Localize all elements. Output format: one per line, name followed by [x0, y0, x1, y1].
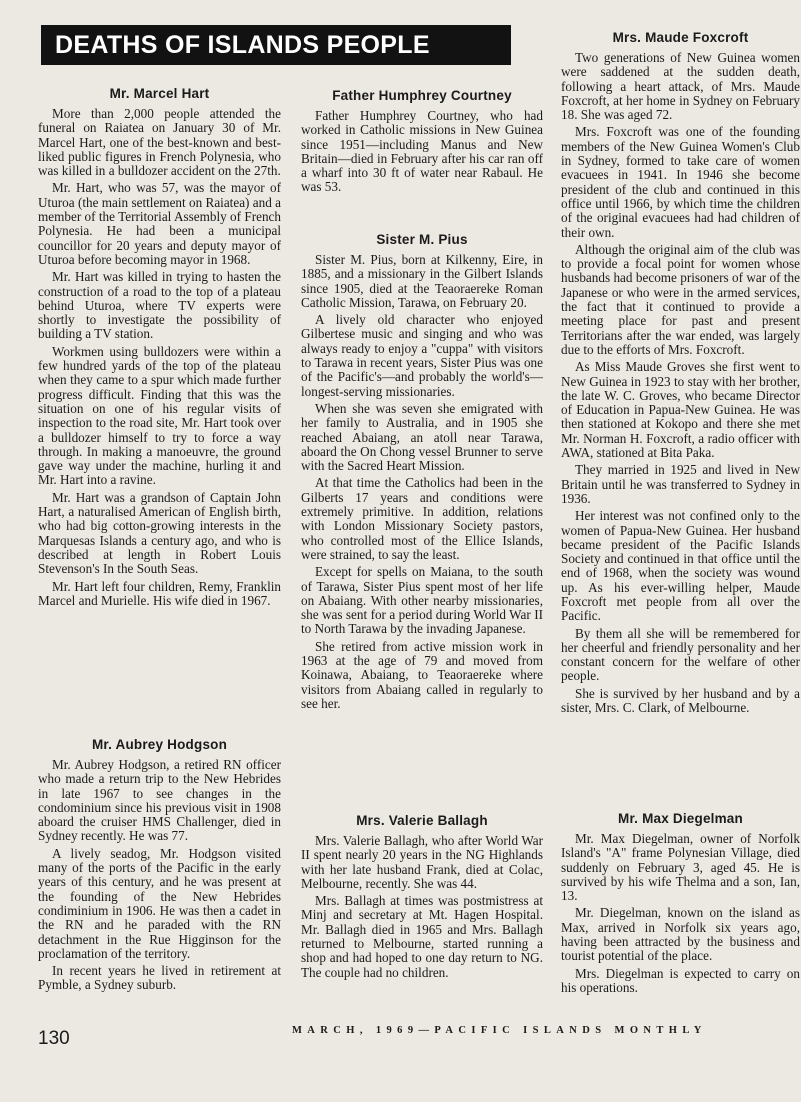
- article-paragraph: Mrs. Diegelman is expected to carry on his operations.: [561, 965, 800, 995]
- article-paragraph: Sister M. Pius, born at Kilkenny, Eire, in 1885, and a missionary in the Gilbert Islands since 1905, died at the Teaoraereke Roman Catholic Mission, Tarawa, on February 20.: [301, 252, 543, 310]
- article-paragraph: Mr. Diegelman, known on the island as Max, arrived in Norfolk six years ago, having been attracted by the business and tourist potential of the place.: [561, 905, 800, 964]
- article-heading: Mrs. Valerie Ballagh: [356, 813, 488, 828]
- article-paragraph: Although the original aim of the club was to provide a focal point for women whose husbands had become prisoners of war of the Japanese or who were in the armed services, the fact that it continued to provide a meeting place for past and present Territorians after the war ended, was largely due to the efforts of Mrs. Foxcroft.: [561, 241, 800, 357]
- article-paragraph: A lively seadog, Mr. Hodgson visited many of the ports of the Pacific in the early years of this century, and he was present at the founding of the New Hebrides condiminium in 1906. He was then a cadet in the RN and he paraded with the RN detachment in the Rue Higginson for the proclamation of the territory.: [38, 845, 281, 961]
- article-paragraph: As Miss Maude Groves she first went to New Guinea in 1923 to stay with her brother, the late W. C. Groves, who became Director of Education in Papua-New Guinea. He was then stationed at Kokopo and there she met Mr. Norman H. Foxcroft, a radio officer with AWA, stationed at Bita Paka.: [561, 359, 800, 461]
- article-paragraph: When she was seven she emigrated with her family to Australia, and in 1905 she reached Abaiang, an atoll near Tarawa, aboard the On Chong vessel Brunner to serve with the Sacred Heart Mission.: [301, 400, 543, 474]
- article-paragraph: Mr. Hart was killed in trying to hasten the construction of a road to the top of a plateau behind Uturoa, where TV experts were shortly to investigate the possibility of building a TV station.: [38, 269, 281, 342]
- article-humphrey-courtney: [301, 88, 543, 198]
- article-paragraph: Mrs. Foxcroft was one of the founding members of the New Guinea Women's Club in Sydney, formed to take care of women evacuees in 1941. In 1946 she become president of the club and continued in this office until 1966, by which time the children of the original evacuees had had children of their own.: [561, 124, 800, 240]
- article-paragraph: She retired from active mission work in 1963 at the age of 79 and moved from Koinawa, Abaiang, to Teaoraereke where visitors from Abaiang called in regularly to see her.: [301, 638, 543, 711]
- article-paragraph: Mr. Aubrey Hodgson, a retired RN officer who made a return trip to the New Hebrides in late 1967 to see changes in the condominium since his previous visit in 1908 aboard the cruiser HMS Challenger, died in Sydney recently. He was 77.: [38, 757, 281, 844]
- article-paragraph: Except for spells on Maiana, to the south of Tarawa, Sister Pius spent most of her life on Abaiang. With other nearby missionaries, she was sent for a period during World War II to North Tarawa by the invading Japanese.: [301, 564, 543, 637]
- article-paragraph: More than 2,000 people attended the funeral on Raiatea on January 30 of Mr. Marcel Hart, one of the best-known and best-liked public figures in French Polynesia, who was killed in a bulldozer accident on the 27th.: [38, 106, 281, 179]
- article-paragraph: They married in 1925 and lived in New Britain until he was transferred to Sydney in 1936.: [561, 462, 800, 506]
- page-number: 130: [38, 1028, 70, 1049]
- article-heading: Mr. Max Diegelman: [618, 811, 743, 826]
- banner-title: DEATHS OF ISLANDS PEOPLE: [55, 31, 430, 59]
- article-paragraph: Mr. Hart, who was 57, was the mayor of Uturoa (the main settlement on Raiatea) and a member of the Territorial Assembly of French Polynesia. He had been a municipal councillor for 20 years and deputy mayor of Uturoa before becoming mayor in 1968.: [38, 180, 281, 267]
- article-paragraph: Workmen using bulldozers were within a few hundred yards of the top of the plateau when they came to a spur which made further progress difficult. Finding that this was the situation on one of his regular visits of inspection to the road site, Mr. Hart took over a bulldozer himself to try to force a way through. In making a manoeuvre, the ground gave way under the machine, hurling it and Mr. Hart into a ravine.: [38, 343, 281, 488]
- article-paragraph: Two generations of New Guinea women were saddened at the sudden death, following a heart attack, of Mrs. Maude Foxcroft, at her home in Sydney on February 18. She was aged 72.: [561, 50, 800, 123]
- section-banner: [41, 25, 511, 65]
- article-valerie-ballagh: [301, 813, 543, 983]
- article-paragraph: At that time the Catholics had been in the Gilberts 17 years and conditions were extremely primitive. In addition, relations with London Missionary Society pastors, who controlled most of the Ellice Islands, were strained, to say the least.: [301, 475, 543, 562]
- article-paragraph: Mrs. Ballagh at times was postmistress at Minj and secretary at Mt. Hagen Hospital. Mr. Ballagh died in 1965 and Mrs. Ballagh returned to Melbourne, started running a shop and had hoped to one day return to NG. The couple had no children.: [301, 893, 543, 980]
- article-heading: Mr. Aubrey Hodgson: [91, 737, 228, 752]
- article-heading: Mr. Marcel Hart: [109, 86, 210, 101]
- article-paragraph: Father Humphrey Courtney, who had worked in Catholic missions in New Guinea since 1951—including Manus and New Britain—died in February after his car ran off a wharf into 30 ft of water near Rabaul. He was 53.: [301, 108, 543, 195]
- article-paragraph: In recent years he lived in retirement at Pymble, a Sydney suburb.: [38, 963, 281, 993]
- article-aubrey-hodgson: [38, 737, 281, 996]
- article-paragraph: By them all she will be remembered for her cheerful and friendly personality and her constant concern for the welfare of other people.: [561, 625, 800, 684]
- article-paragraph: Her interest was not confined only to the women of Papua-New Guinea. Her husband became president of the Pacific Islands Society and continued in that office until the end of 1968, when the society was wound up. As his ever-willing helper, Maude Foxcroft met people from all over the Pacific.: [561, 508, 800, 624]
- article-maude-foxcroft: [561, 30, 800, 718]
- article-heading: Mrs. Maude Foxcroft: [612, 30, 749, 45]
- article-paragraph: Mr. Hart left four children, Remy, Franklin Marcel and Murielle. His wife died in 1967.: [38, 578, 281, 608]
- article-paragraph: Mr. Max Diegelman, owner of Norfolk Island's "A" frame Polynesian Village, died suddenly on February 3, aged 45. He is survived by his wife Thelma and a son, Ian, 13.: [561, 831, 800, 904]
- article-paragraph: She is survived by her husband and by a sister, Mrs. C. Clark, of Melbourne.: [561, 685, 800, 716]
- article-paragraph: Mrs. Valerie Ballagh, who after World War II spent nearly 20 years in the NG Highlands with her late husband Frank, died at Colac, Melbourne, recently. She was 44.: [301, 833, 543, 891]
- article-sister-pius: [301, 232, 543, 714]
- running-footer: MARCH, 1969—PACIFIC ISLANDS MONTHLY: [292, 1025, 707, 1036]
- article-heading: Father Humphrey Courtney: [332, 88, 512, 103]
- article-max-diegelman: [561, 811, 800, 998]
- article-paragraph: A lively old character who enjoyed Gilbertese music and singing and who was always ready to enjoy a "cuppa" with visitors to Tarawa in recent years, Sister Pius was one of the Pacific's—and probably the world's—longest-serving missionaries.: [301, 312, 543, 399]
- article-paragraph: Mr. Hart was a grandson of Captain John Hart, a naturalised American of English birth, who had big cotton-growing interests in the Marquesas Islands a century ago, and who is described at length in Robert Louis Stevenson's In the South Seas.: [38, 489, 281, 577]
- article-heading: Sister M. Pius: [376, 232, 468, 247]
- article-marcel-hart: [38, 86, 281, 611]
